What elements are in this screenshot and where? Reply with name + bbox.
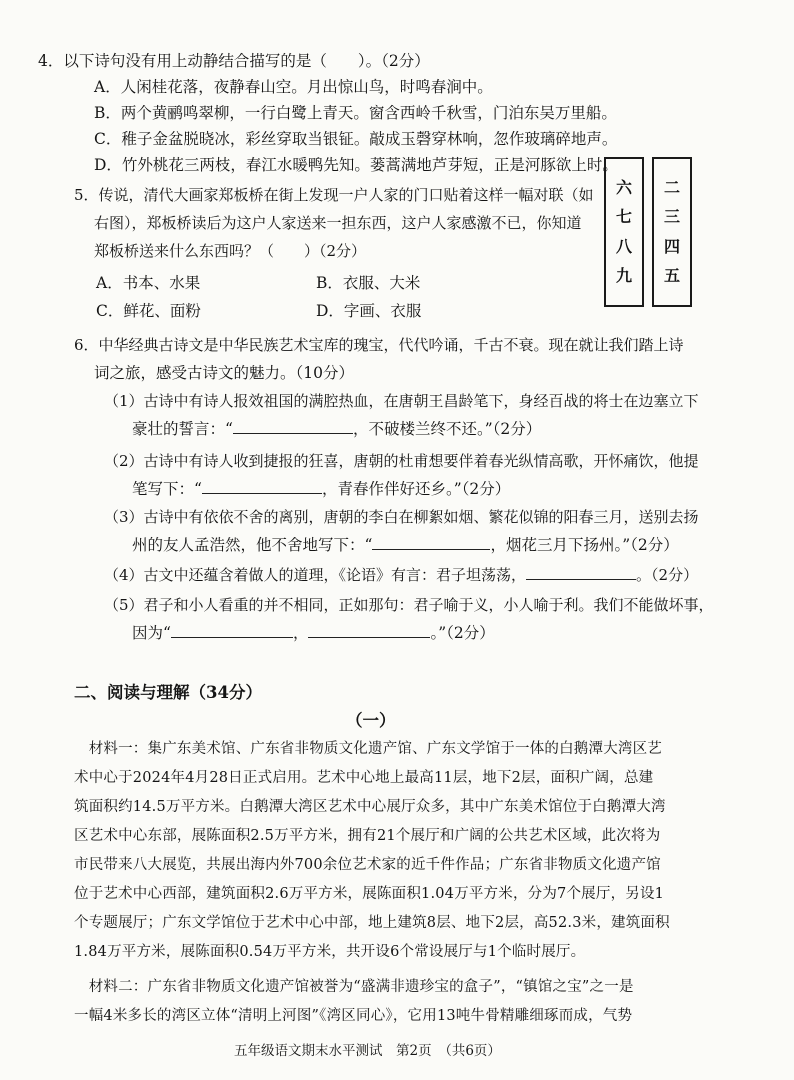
q5-option-b: B．衣服、大米 xyxy=(316,274,421,292)
section-subtitle: （一） xyxy=(346,711,396,730)
q6-intro-line1: 6．中华经典古诗文是中华民族艺术宝库的瑰宝，代代吟诵，千古不衰。现在就让我们踏上诗 xyxy=(74,336,684,354)
q6-sub1-suffix: ，不破楼兰终不还。”（2分） xyxy=(352,420,542,438)
material1-line: 术中心于2024年4月28日正式启用。艺术中心地上最高11层，地下2层，面积广阔，总建 xyxy=(74,770,654,786)
couplet-left-char: 七 xyxy=(615,207,632,227)
couplet-left-char: 九 xyxy=(615,266,632,286)
couplet-left-scroll xyxy=(604,157,644,307)
q4-option-b: B．两个黄鹂鸣翠柳，一行白鹭上青天。窗含西岭千秋雪，门泊东吴万里船。 xyxy=(94,104,617,122)
q4-option-d: D．竹外桃花三两枝，春江水暖鸭先知。蒌蒿满地芦芽短，正是河豚欲上时。 xyxy=(94,156,618,174)
couplet-right-scroll xyxy=(652,157,692,307)
q5-stem-line1: 5．传说，清代大画家郑板桥在街上发现一户人家的门口贴着这样一幅对联（如 xyxy=(74,186,594,204)
q6-sub2-suffix: ，青春作伴好还乡。”（2分） xyxy=(321,480,511,498)
material1-line: 筑面积约14.5万平方米。白鹅潭大湾区艺术中心展厅众多，其中广东美术馆位于白鹅潭大湾 xyxy=(74,799,666,815)
material1-line: 区艺术中心东部，展陈面积2.5万平方米，拥有21个展厅和广阔的公共艺术区域，此次将为 xyxy=(74,828,661,844)
q6-sub3-prefix: 州的友人孟浩然，他不舍地写下：“ xyxy=(132,536,373,554)
couplet-right-char: 四 xyxy=(663,236,680,256)
q4-option-c: C．稚子金盆脱晓冰，彩丝穿取当银钲。敲成玉磬穿林响，忽作玻璃碎地声。 xyxy=(94,130,618,148)
q5-option-a: A．书本、水果 xyxy=(96,274,201,292)
answer-blank-1[interactable] xyxy=(233,419,353,434)
couplet-left-char: 八 xyxy=(615,236,632,256)
page-footer: 五年级语文期末水平测试 第2页 （共6页） xyxy=(234,1043,501,1059)
material1-line: 市民带来八大展览，共展出海内外700余位艺术家的近千件作品；广东省非物质文化遗产馆 xyxy=(74,857,661,873)
q6-sub1-line2 xyxy=(132,418,541,440)
q5-stem-line3: 郑板桥送来什么东西吗？（ ）（2分） xyxy=(94,242,367,260)
material2-line: 材料二：广东省非物质文化遗产馆被誉为“盛满非遗珍宝的盒子”，“镇馆之宝”之一是 xyxy=(74,979,634,995)
material1-line: 材料一：集广东美术馆、广东省非物质文化遗产馆、广东文学馆于一体的白鹅潭大湾区艺 xyxy=(74,741,662,757)
material1-line: 位于艺术中心西部，建筑面积2.6万平方米，展陈面积1.04万平方米，分为7个展厅，另设1 xyxy=(74,886,665,902)
couplet-right-char: 五 xyxy=(663,266,680,286)
q6-sub2-line2 xyxy=(132,478,510,500)
q6-sub5-suffix: 。”（2分） xyxy=(430,624,495,642)
section-title: 二、阅读与理解（34分） xyxy=(74,683,262,702)
couplet-right-char: 三 xyxy=(663,207,680,227)
q6-sub5-line1: （5）君子和小人看重的并不相同，正如那句：君子喻于义，小人喻于利。我们不能做坏事， xyxy=(104,596,714,614)
couplet-left-char: 六 xyxy=(615,177,632,197)
q6-sub1-prefix: 豪壮的誓言：“ xyxy=(132,420,233,438)
couplet-right-char: 二 xyxy=(663,177,680,197)
q6-sub5-prefix: 因为“ xyxy=(132,624,171,642)
material1-line: 1.84万平方米，展陈面积0.54万平方米，共开设6个常设展厅与1个临时展厅。 xyxy=(74,944,586,960)
q6-sub1-line1: （1）古诗中有诗人报效祖国的满腔热血，在唐朝王昌龄笔下，身经百战的将士在边塞立下 xyxy=(104,392,699,410)
q4-option-a: A．人闲桂花落，夜静春山空。月出惊山鸟，时鸣春涧中。 xyxy=(94,78,493,96)
answer-blank-2[interactable] xyxy=(202,479,322,494)
q6-sub2-line1: （2）古诗中有诗人收到捷报的狂喜，唐朝的杜甫想要伴着春光纵情高歌，开怀痛饮，他提 xyxy=(104,452,699,470)
answer-blank-5a[interactable] xyxy=(171,623,293,638)
q6-sub4-prefix: （4）古文中还蕴含着做人的道理，《论语》有言：君子坦荡荡， xyxy=(104,566,527,584)
q6-sub5-line2 xyxy=(132,622,495,644)
q4-stem: 4．以下诗句没有用上动静结合描写的是（ ）。（2分） xyxy=(38,52,430,70)
q6-sub3-line1: （3）古诗中有依依不舍的离别，唐朝的李白在柳絮如烟、繁花似锦的阳春三月，送别去扬 xyxy=(104,508,699,526)
q5-option-d: D．字画、衣服 xyxy=(316,302,422,320)
q6-sub4-suffix: 。（2分） xyxy=(636,566,699,584)
material2-line: 一幅4米多长的湾区立体“清明上河图”《湾区同心》，它用13吨牛骨精雕细琢而成，气势 xyxy=(74,1008,633,1024)
q6-sub3-suffix: ，烟花三月下扬州。”（2分） xyxy=(490,536,679,554)
q5-stem-line2: 右图），郑板桥读后为这户人家送来一担东西，这户人家感激不已，你知道 xyxy=(94,214,582,232)
q6-intro-line2: 词之旅，感受古诗文的魅力。（10分） xyxy=(94,364,354,382)
q6-sub3-line2 xyxy=(132,534,679,556)
material1-line: 个专题展厅；广东文学馆位于艺术中心中部，地上建筑8层、地下2层，高52.3米，建筑面积 xyxy=(74,915,670,931)
answer-blank-3[interactable] xyxy=(372,535,490,550)
q6-sub2-prefix: 笔写下：“ xyxy=(132,480,202,498)
q6-sub5-comma: ， xyxy=(292,624,309,642)
answer-blank-4[interactable] xyxy=(526,565,636,580)
answer-blank-5b[interactable] xyxy=(308,623,430,638)
q6-sub4-line xyxy=(104,564,698,586)
q5-option-c: C．鲜花、面粉 xyxy=(96,302,201,320)
